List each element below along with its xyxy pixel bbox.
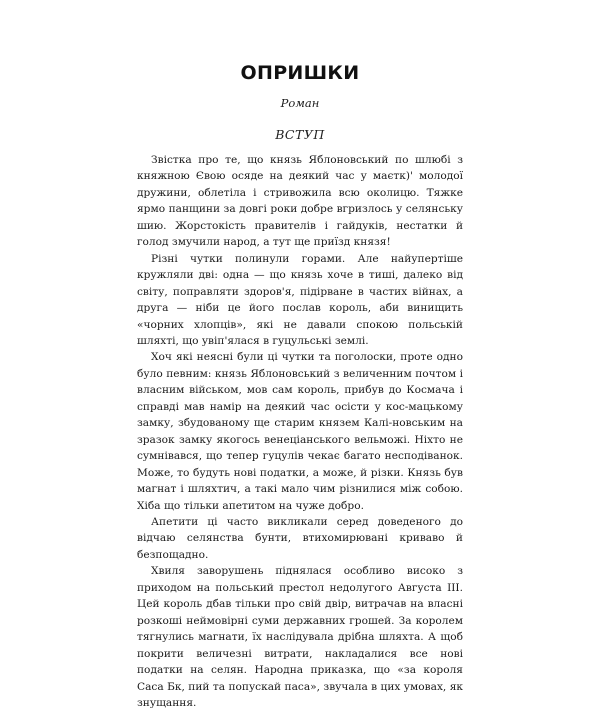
genre-subtitle: Роман: [280, 96, 320, 110]
body-text: [137, 152, 463, 711]
chapter-title: ОПРИШКИ: [240, 62, 360, 84]
paragraph: Звістка про те, що князь Яблоновський по шлюбі з княжною Євою осяде на деякий час у маєтк)' молодої дружини, облетіла і стривожила всю околицю. Тяжке ярмо панщини за довгі роки добре вгризлось у селянську шию. Жорстокість правителів і гайдуків, нестатки й голод змучили народ, а тут ще приїзд князя!: [137, 154, 463, 249]
paragraph: Хвиля заворушень піднялася особливо високо з приходом на польський престол недолугого Августа III. Цей король дбав тільки про свій двір, витрачав на власні розкоші неймовірні суми державних грошей. За королем тягнулись магнати, їх наслідувала дрібна шляхта. А щоб покрити величезні витрати, накладалися все нові податки на селян. Народна приказка, що «за короля Саса Бк, пий та попускай паса», звучала в цих умовах, як знущання.: [137, 565, 463, 709]
paragraph: Хоч які неясні були ці чутки та поголоски, проте одно було певним: князь Яблоновський з величенним почтом і власним військом, мов сам король, прибув до Космача і справді мав намір на деякий час осісти у кос-мацькому замку, збудованому ще старим князем Калі-новським на зразок замку якогось венеціанського вельможі. Ніхто не сумнівався, що тепер гуцулів чекає багато несподіванок. Може, то будуть нові податки, а може, й різки. Князь був магнат і шляхтич, а такі мало чим різнилися між собою. Хіба що тільки апетитом на чуже добро.: [137, 351, 463, 512]
paragraph: Апетити ці часто викликали серед доведеного до відчаю селянства бунти, втихомирювані криваво й безпощадно.: [137, 515, 463, 561]
paragraph: Різні чутки полинули горами. Але найупертіше кружляли дві: одна — що князь хоче в тиші, далеко від світу, поправляти здоров'я, підірване в частих війнах, а друга — ніби це його послав король, аби винищить «чорних хлопців», які не давали спокою польській шляхті, що увіп'ялася в гуцульські землі.: [137, 252, 463, 347]
section-heading: ВСТУП: [275, 127, 325, 142]
